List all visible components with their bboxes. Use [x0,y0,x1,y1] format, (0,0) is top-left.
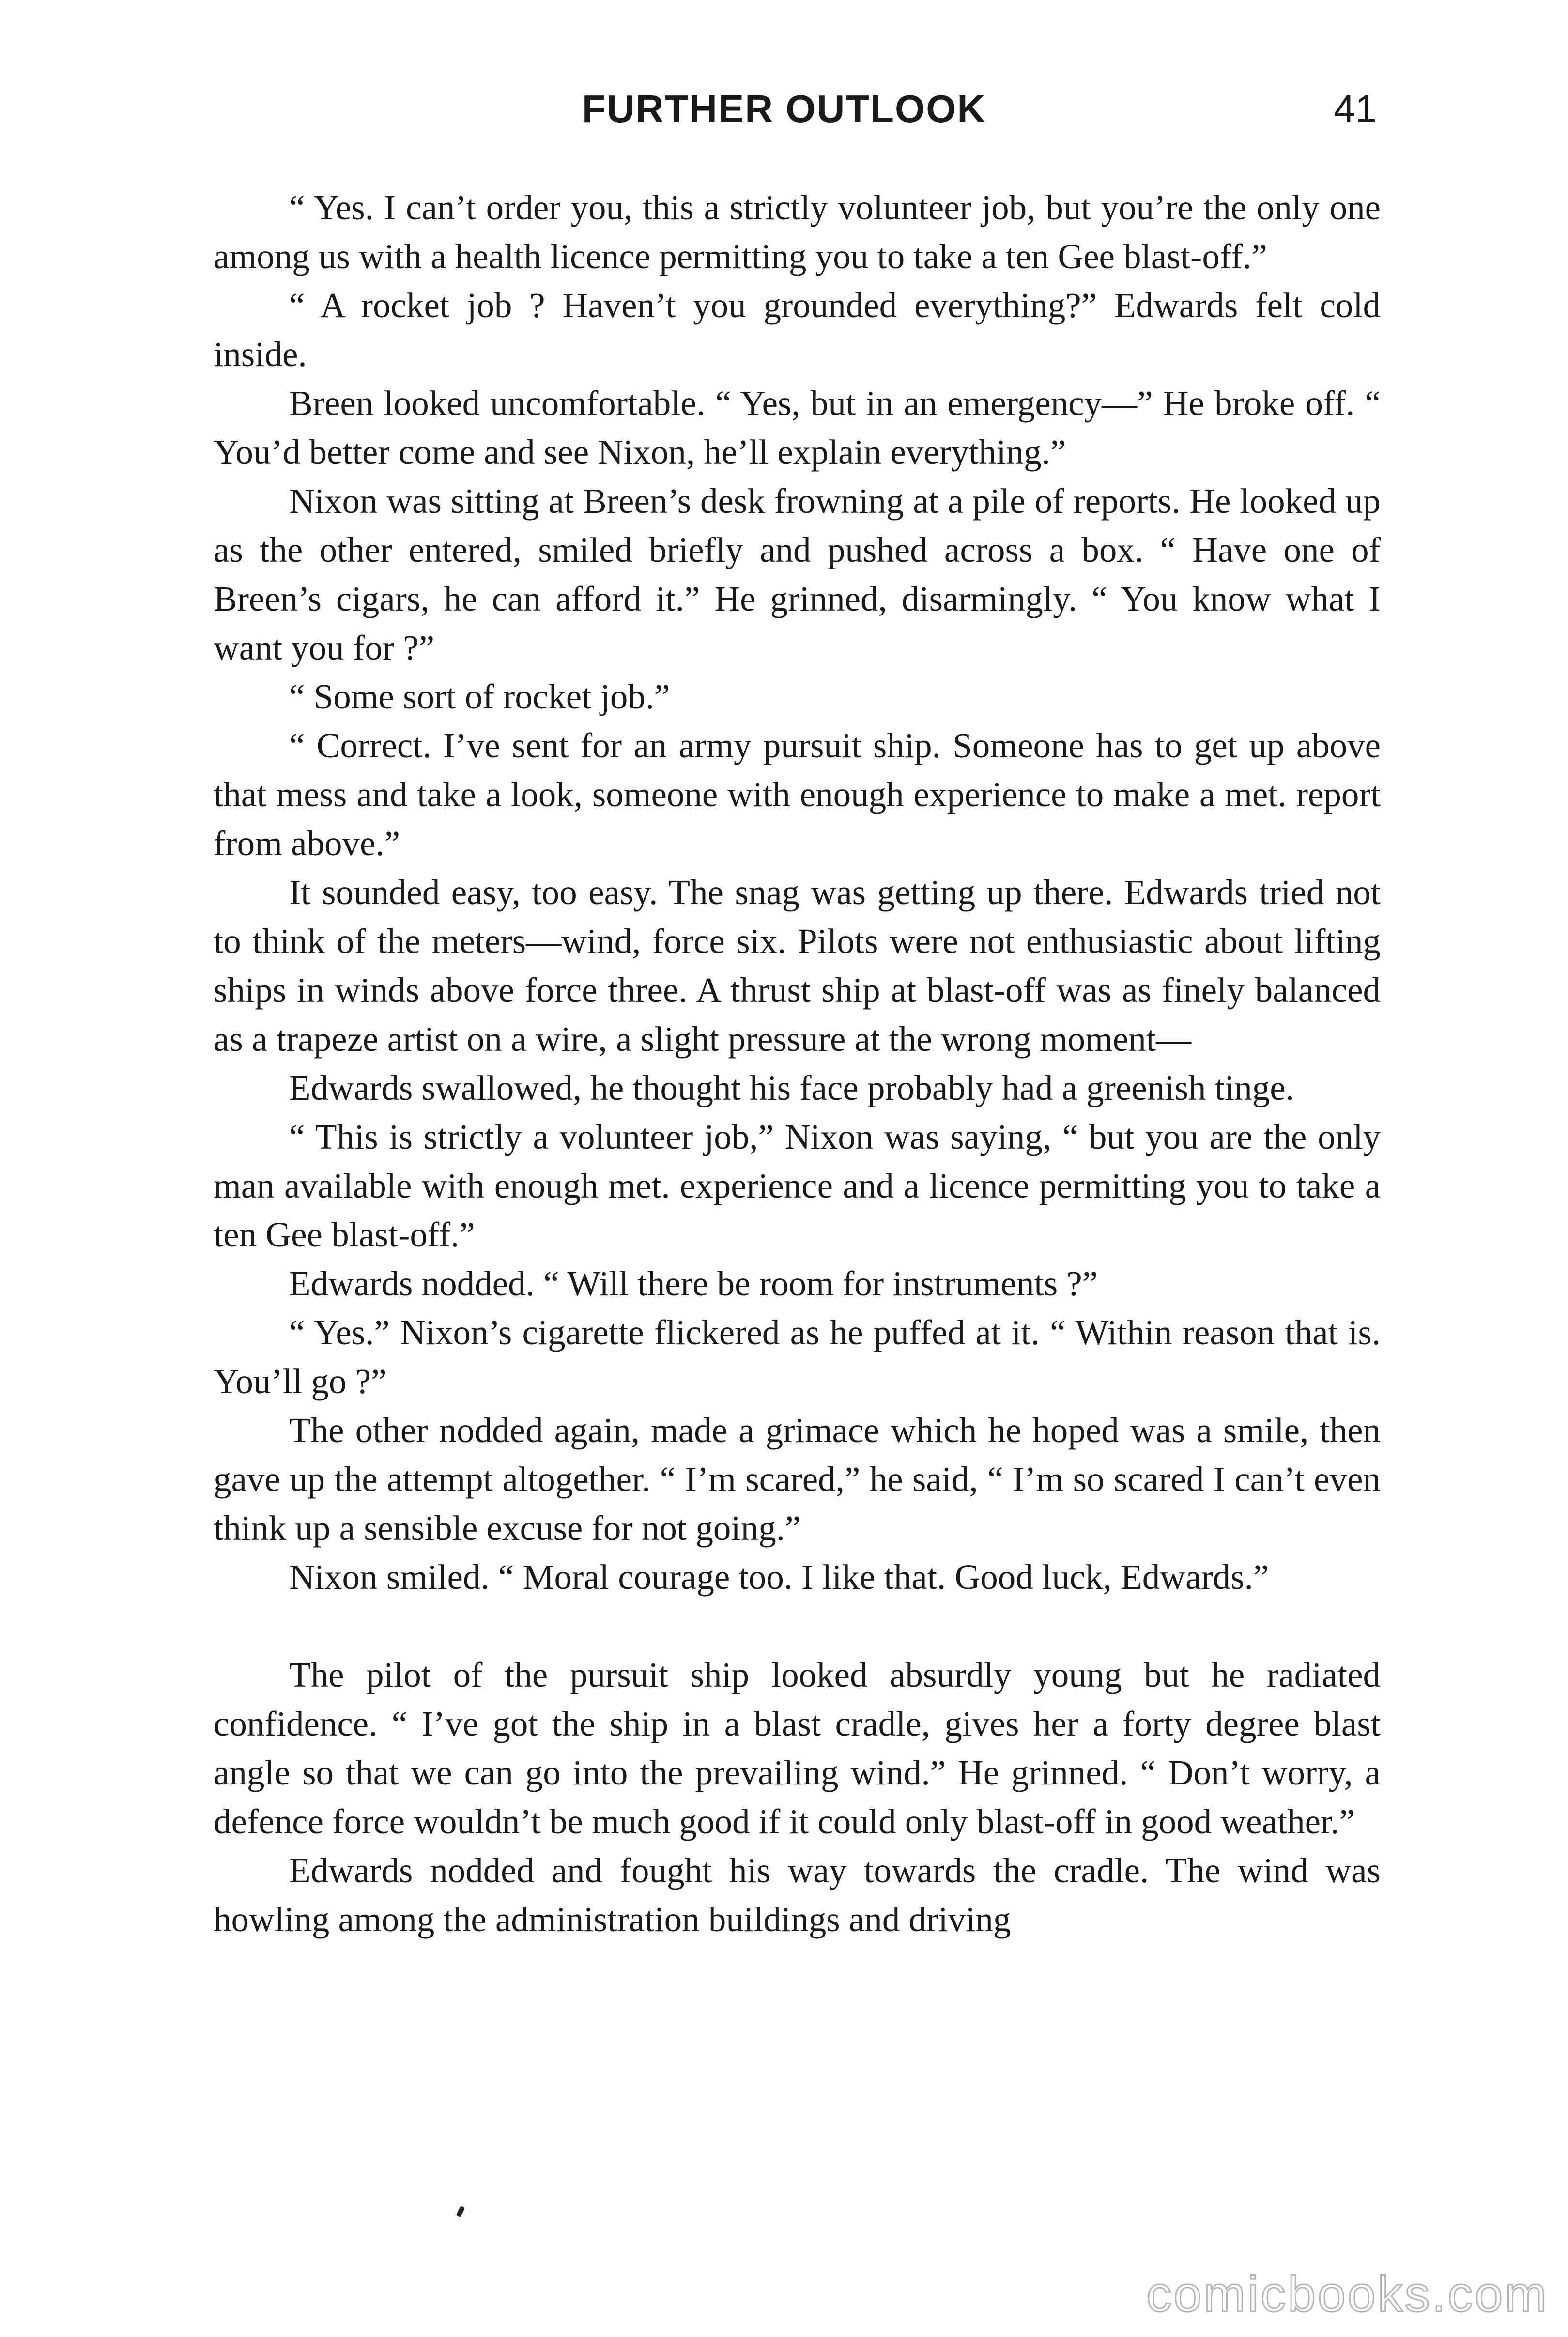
paragraph: Breen looked uncomfortable. “ Yes, but in an emergency—” He broke off. “ You’d better come and see Nixon, he’ll explain everything.” [214,384,1381,472]
paragraph: “ Some sort of rocket job.” [289,677,670,716]
paragraph: The other nodded again, made a grimace which he hoped was a smile, then gave up the attempt altogether. “ I’m scared,” he said, “ I’m so scared I can’t even think up a sensible excuse for not going.” [214,1411,1381,1548]
ink-speck [456,2206,465,2217]
paragraph: “ Correct. I’ve sent for an army pursuit ship. Someone has to get up above that mess and take a look, someone with enough experience to make a met. report from above.” [214,726,1381,863]
paragraph: The pilot of the pursuit ship looked absurdly young but he radiated confidence. “ I’ve got the ship in a blast cradle, gives her a forty degree blast angle so that we can go into the prevailing wind.” He grinned. “ Don’t worry, a defence force wouldn’t be much good if it could only blast-off in good weather.” [214,1655,1381,1841]
paragraph: It sounded easy, too easy. The snag was getting up there. Edwards tried not to think of the meters—wind, force six. Pilots were not enthusiastic about lifting ships in winds above force three. A thrust ship at blast-off was as finely balanced as a trapeze artist on a wire, a slight pressure at the wrong moment— [214,873,1381,1059]
paragraph: “ Yes.” Nixon’s cigarette flickered as he puffed at it. “ Within reason that is. You’ll go ?” [214,1313,1381,1401]
paragraph: Edwards nodded and fought his way towards the cradle. The wind was howling among the administration buildings and driving [214,1851,1381,1939]
paragraph: Edwards swallowed, he thought his face probably had a greenish tinge. [289,1068,1294,1107]
running-title: FURTHER OUTLOOK [582,87,986,130]
paragraph: Nixon smiled. “ Moral courage too. I like that. Good luck, Edwards.” [289,1557,1269,1597]
paragraph: Nixon was sitting at Breen’s desk frowning at a pile of reports. He looked up as the other entered, smiled briefly and pushed across a box. “ Have one of Breen’s cigars, he can afford it.” He grinned, disarmingly. “ You know what I want you for ?” [214,481,1381,667]
paragraph: “ This is strictly a volunteer job,” Nixon was saying, “ but you are the only man available with enough met. experience and a licence permitting you to take a ten Gee blast-off.” [214,1117,1381,1254]
paragraph: “ Yes. I can’t order you, this a strictly volunteer job, but you’re the only one among us with a health licence permitting you to take a ten Gee blast-off.” [214,188,1381,276]
page-number: 41 [1334,87,1377,130]
watermark: comicbooks.com [1146,2266,1549,2322]
paragraph: “ A rocket job ? Haven’t you grounded everything?” Edwards felt cold inside. [214,286,1381,374]
running-head [0,85,1568,143]
body-text [214,183,1381,1944]
paragraph: Edwards nodded. “ Will there be room for instruments ?” [289,1264,1098,1303]
